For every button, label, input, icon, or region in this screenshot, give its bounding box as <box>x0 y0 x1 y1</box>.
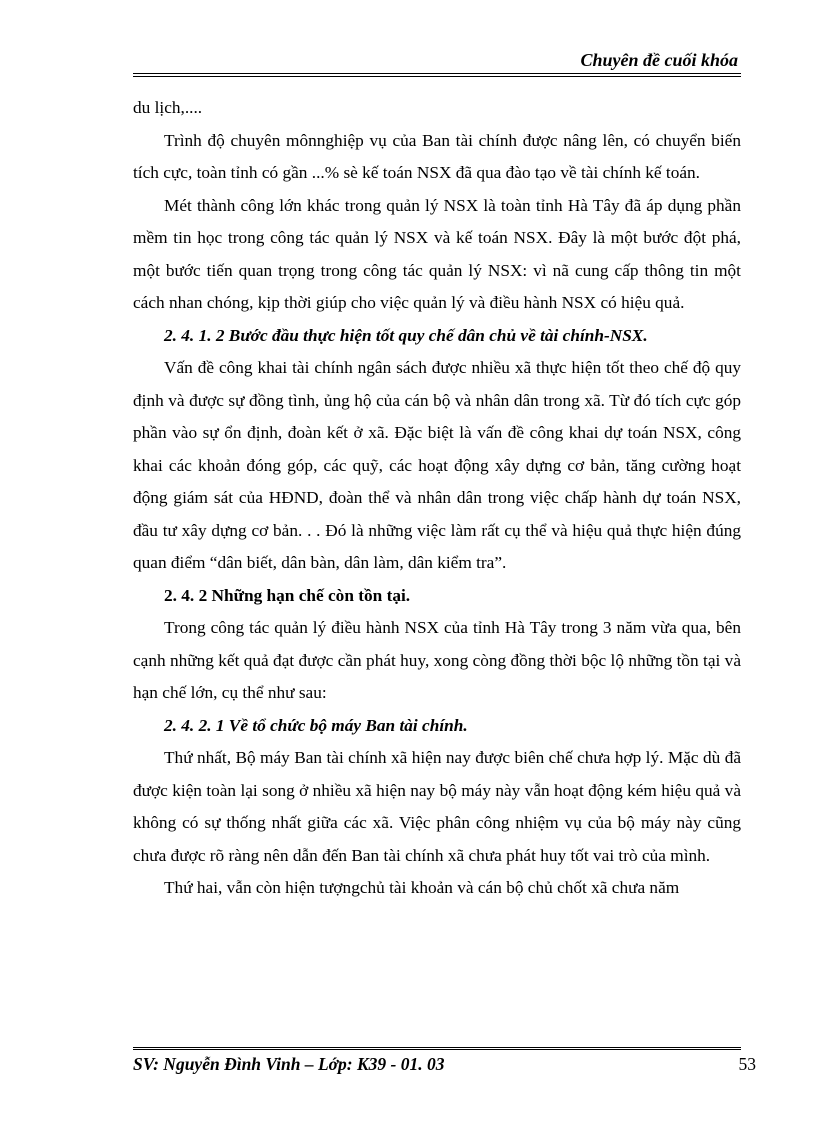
paragraph: Thứ nhất, Bộ máy Ban tài chính xã hiện nay được biên chế chưa hợp lý. Mặc dù đã được kiện toàn lại song ở nhiều xã hiện nay bộ máy này vẫn hoạt động kém hiệu quả và không có sự thống nhất giữa các xã. Việc phân công nhiệm vụ của bộ máy này cũng chưa được rõ ràng nên dẫn đến Ban tài chính xã chưa phát huy tốt vai trò của mình. <box>133 748 741 865</box>
paragraph: Trong công tác quản lý điều hành NSX của tỉnh Hà Tây trong 3 năm vừa qua, bên cạnh những kết quả đạt được cần phát huy, xong còng đồng thời bộc lộ những tồn tại và hạn chế lớn, cụ thể như sau: <box>133 618 741 702</box>
paragraph: Thứ hai, vẫn còn hiện tượngchủ tài khoản và cán bộ chủ chốt xã chưa năm <box>164 878 680 897</box>
section-heading: 2. 4. 2. 1 Về tổ chức bộ máy Ban tài chính. <box>164 715 468 735</box>
paragraph: Trình độ chuyên mônnghiệp vụ của Ban tài chính được nâng lên, có chuyển biến tích cực, toàn tỉnh có gần ...% sè kế toán NSX đã qua đào tạo về tài chính kế toán. <box>133 130 741 182</box>
footer-student-info: SV: Nguyễn Đình Vinh – Lớp: K39 - 01. 03 <box>133 1054 445 1074</box>
paragraph: Vấn đề công khai tài chính ngân sách được nhiều xã thực hiện tốt theo chế độ quy định và được sự đồng tình, ủng hộ của cán bộ và nhân dân trong xã. Từ đó tích cực góp phần vào sự ổn định, đoàn kết ở xã. Đặc biệt là vấn đề công khai dự toán NSX, công khai các khoản đóng góp, các quỹ, các hoạt động xây dựng cơ bản, tăng cường hoạt động giám sát của HĐND, đoàn thể và nhân dân trong việc chấp hành dự toán NSX, đầu tư xây dựng cơ bản. . . Đó là những việc làm rất cụ thể và hiệu quả thực hiện đúng quan điểm “dân biết, dân bàn, dân làm, dân kiểm tra”. <box>133 358 741 572</box>
paragraph-continuation: du lịch,.... <box>133 98 203 117</box>
section-heading: 2. 4. 2 Những hạn chế còn tồn tại. <box>164 585 411 605</box>
page-number: 53 <box>738 1054 756 1074</box>
body-text <box>133 92 741 905</box>
header-title: Chuyên đề cuối khóa <box>580 50 738 70</box>
section-heading: 2. 4. 1. 2 Bước đầu thực hiện tốt quy chế dân chủ về tài chính-NSX. <box>164 325 648 345</box>
paragraph: Mét thành công lớn khác trong quản lý NSX là toàn tỉnh Hà Tây đã áp dụng phần mềm tin học trong công tác quản lý NSX và kế toán NSX. Đây là một bước đột phá, một bước tiến quan trọng trong công tác quản lý NSX: vì nã cung cấp thông tin một cách nhan chóng, kịp thời giúp cho việc quản lý và điều hành NSX có hiệu quả. <box>133 195 741 312</box>
header-rule <box>133 73 741 74</box>
footer-rule <box>133 1047 741 1050</box>
header-rule-secondary <box>133 76 741 77</box>
